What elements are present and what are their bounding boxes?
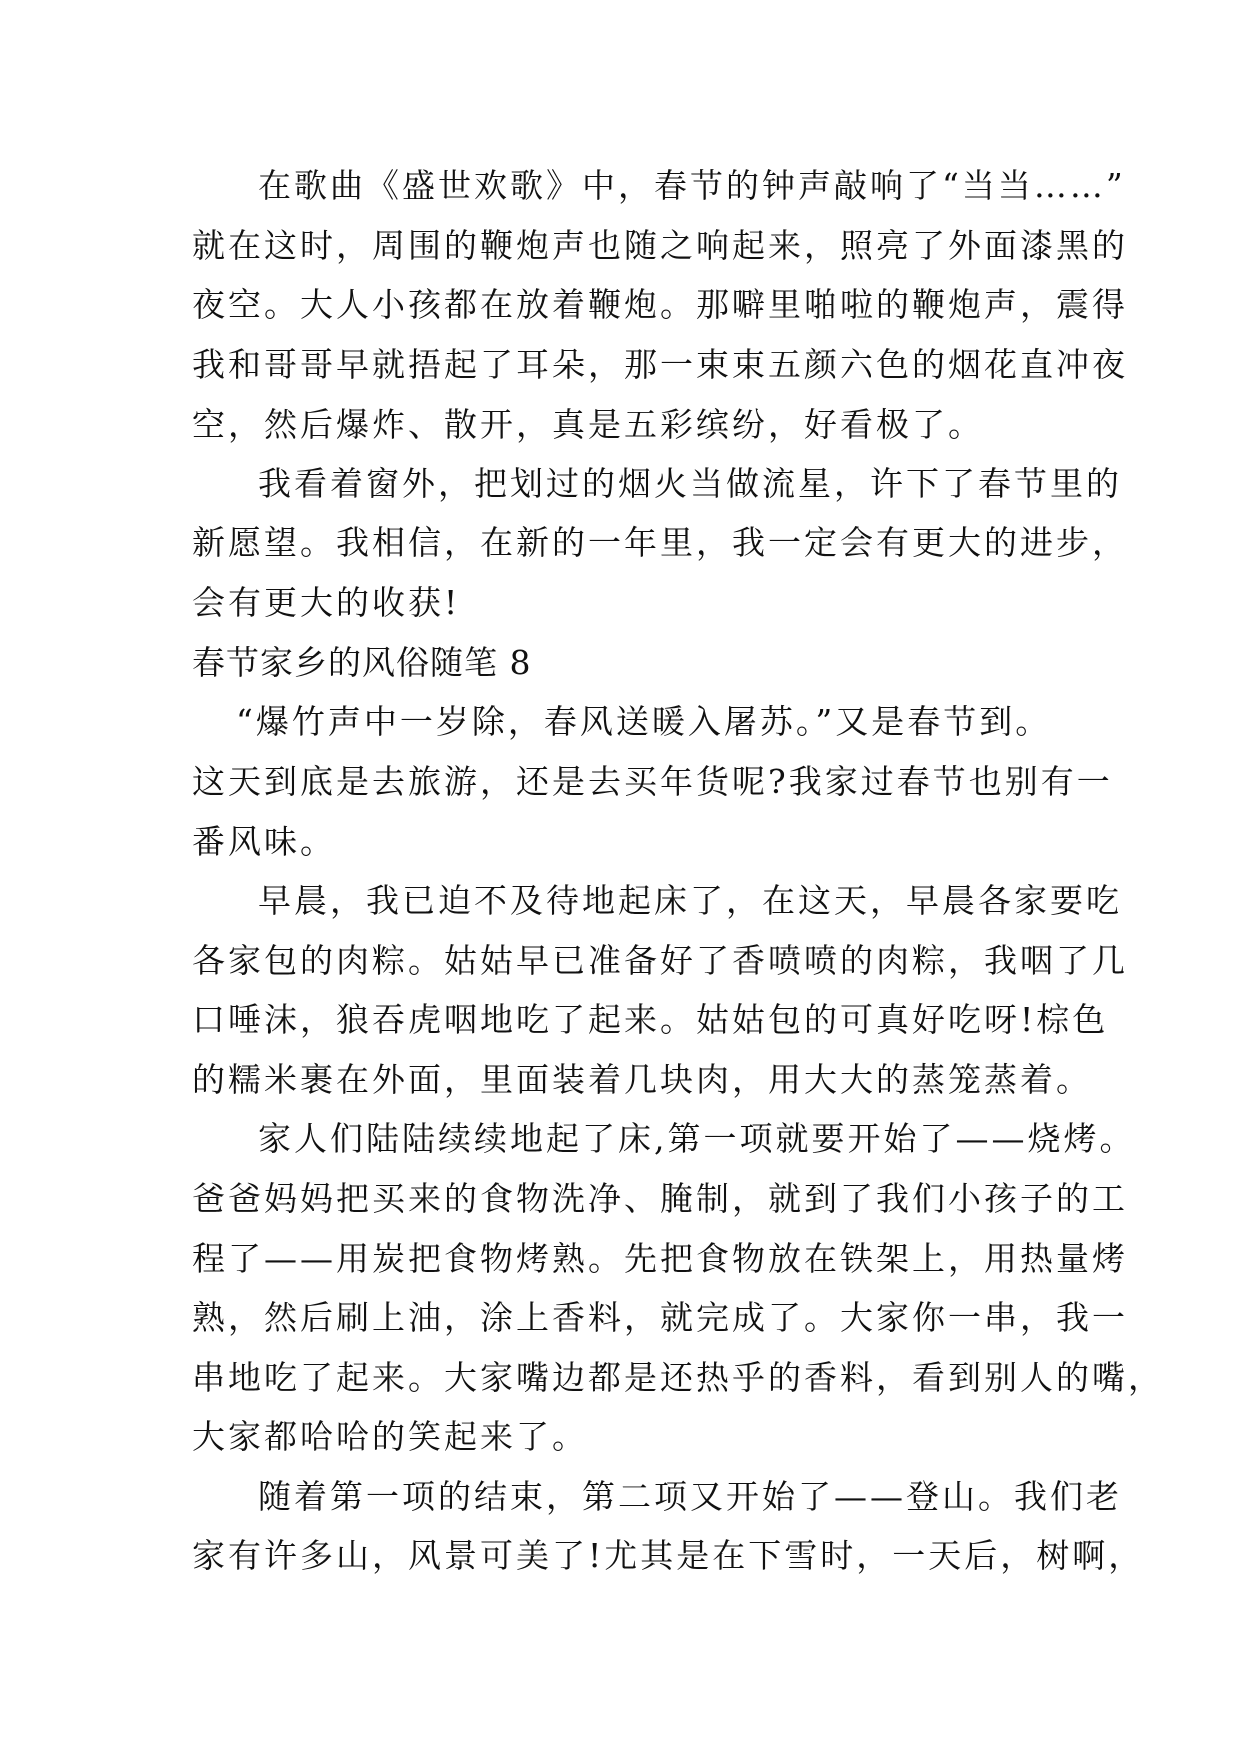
text-line: 熟，然后刷上油，涂上香料，就完成了。大家你一串，我一 xyxy=(192,1298,1128,1337)
text-line: 会有更大的收获! xyxy=(192,583,461,622)
text-line: 在歌曲《盛世欢歌》中，春节的钟声敲响了“当当……” xyxy=(258,166,1126,205)
text-line: 串地吃了起来。大家嘴边都是还热乎的香料，看到别人的嘴， xyxy=(192,1358,1164,1397)
text-line: 这天到底是去旅游，还是去买年货呢?我家过春节也别有一 xyxy=(192,762,1113,801)
text-line: 随着第一项的结束，第二项又开始了——登山。我们老 xyxy=(258,1477,1122,1516)
text-line: 番风味。 xyxy=(192,822,336,861)
text-line: 家人们陆陆续续地起了床,第一项就要开始了——烧烤。 xyxy=(258,1119,1136,1158)
text-line: 大家都哈哈的笑起来了。 xyxy=(192,1417,588,1456)
text-line: 各家包的肉粽。姑姑早已准备好了香喷喷的肉粽，我咽了几 xyxy=(192,941,1128,980)
text-line: 新愿望。我相信，在新的一年里，我一定会有更大的进步， xyxy=(192,523,1128,562)
text-line: 早晨，我已迫不及待地起床了，在这天，早晨各家要吃 xyxy=(258,881,1122,920)
text-line: 空，然后爆炸、散开，真是五彩缤纷，好看极了。 xyxy=(192,405,984,444)
text-line: 口唾沫，狼吞虎咽地吃了起来。姑姑包的可真好吃呀!棕色 xyxy=(192,1000,1109,1039)
section-heading: 春节家乡的风俗随笔 8 xyxy=(192,643,532,682)
text-line: “爆竹声中一岁除，春风送暖入屠苏。”又是春节到。 xyxy=(236,702,1052,741)
text-line: 我看着窗外，把划过的烟火当做流星，许下了春节里的 xyxy=(258,464,1122,503)
text-line: 夜空。大人小孩都在放着鞭炮。那噼里啪啦的鞭炮声，震得 xyxy=(192,285,1128,324)
text-line: 家有许多山，风景可美了!尤其是在下雪时，一天后，树啊， xyxy=(192,1536,1145,1575)
text-line: 我和哥哥早就捂起了耳朵，那一束束五颜六色的烟花直冲夜 xyxy=(192,345,1128,384)
text-line: 的糯米裹在外面，里面装着几块肉，用大大的蒸笼蒸着。 xyxy=(192,1060,1092,1099)
text-line: 程了——用炭把食物烤熟。先把食物放在铁架上，用热量烤 xyxy=(192,1239,1128,1278)
text-line: 爸爸妈妈把买来的食物洗净、腌制，就到了我们小孩子的工 xyxy=(192,1179,1128,1218)
text-line: 就在这时，周围的鞭炮声也随之响起来，照亮了外面漆黑的 xyxy=(192,226,1128,265)
